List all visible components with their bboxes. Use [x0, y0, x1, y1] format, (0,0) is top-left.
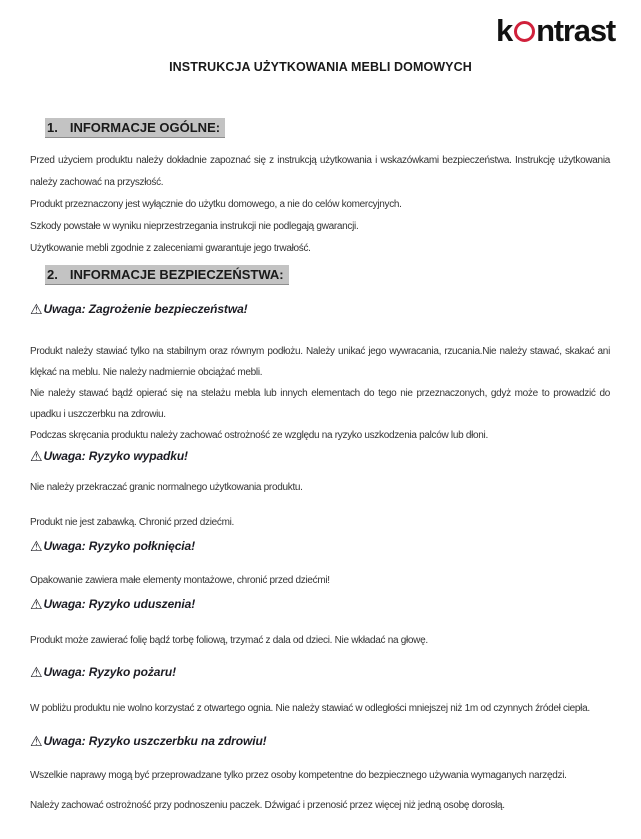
warning-title — [30, 594, 610, 615]
warning-title — [30, 446, 610, 467]
warning-block — [30, 662, 610, 719]
brand-logo — [496, 13, 615, 49]
paragraph: Produkt nie jest zabawką. Chronić przed dziećmi. — [30, 517, 235, 528]
warning-block — [30, 299, 610, 446]
section-2-heading-label: INFORMACJE BEZPIECZEŃSTWA: — [69, 267, 284, 282]
logo-o-ring-icon — [514, 21, 535, 42]
warning-block — [30, 594, 610, 651]
paragraph: Wszelkie naprawy mogą być przeprowadzane tylko przez osoby kompetentne do bezpiecznego używania wymaganych narzędzi. — [30, 770, 567, 781]
paragraph: Produkt może zawierać folię bądź torbę foliową, trzymać z dala od dzieci. Nie wkładać na głowę. — [30, 635, 428, 646]
warning-block — [30, 731, 610, 816]
paragraph: Produkt przeznaczony jest wyłącznie do użytku domowego, a nie do celów komercyjnych. — [30, 199, 402, 210]
paragraph: Należy zachować ostrożność przy podnoszeniu paczek. Dźwigać i przenosić przez więcej niż jedną osobę dorosłą. — [30, 800, 505, 811]
section-1-content — [30, 150, 610, 260]
logo-text-k: k — [496, 13, 513, 48]
warning-title-label: Uwaga: Ryzyko pożaru! — [43, 665, 177, 679]
document-title: INSTRUKCJA UŻYTKOWANIA MEBLI DOMOWYCH — [169, 60, 472, 74]
section-1-number: 1. — [47, 120, 58, 135]
section-1-heading — [45, 118, 610, 138]
warning-icon: ⚠ — [30, 734, 43, 750]
paragraph: W pobliżu produktu nie wolno korzystać z otwartego ognia. Nie należy stawiać w odległości mniejszej niż 1m od czynnych źródeł ciepła. — [30, 703, 590, 714]
warning-title — [30, 731, 610, 752]
paragraph: Opakowanie zawiera małe elementy montażowe, chronić przed dziećmi! — [30, 575, 330, 586]
section-1-heading-label: INFORMACJE OGÓLNE: — [69, 120, 221, 135]
warning-title-label: Uwaga: Zagrożenie bezpieczeństwa! — [43, 302, 248, 316]
warning-title-label: Uwaga: Ryzyko uszczerbku na zdrowiu! — [43, 734, 267, 748]
warning-icon: ⚠ — [30, 597, 43, 613]
logo-text-ntrast: ntrast — [536, 13, 615, 48]
section-2-number: 2. — [47, 267, 58, 282]
paragraph: Nie należy stawać bądź opierać się na stelażu mebla lub innych elementach do tego nie przeznaczonych, gdyż może to prowadzić do upadku i uszczerbku na zdrowiu. — [30, 388, 610, 420]
warning-icon: ⚠ — [30, 539, 43, 555]
warning-title — [30, 662, 610, 683]
paragraph: Nie należy przekraczać granic normalnego użytkowania produktu. — [30, 482, 303, 493]
paragraph: Przed użyciem produktu należy dokładnie zapoznać się z instrukcją użytkowania i wskazówkami bezpieczeństwa. Instrukcję użytkowania należy zachować na przyszłość. — [30, 155, 610, 188]
section-1-heading-shading — [45, 118, 225, 138]
warning-title-label: Uwaga: Ryzyko uduszenia! — [43, 597, 196, 611]
warning-icon: ⚠ — [30, 302, 43, 318]
section-2-heading — [45, 265, 610, 285]
warning-title-label: Uwaga: Ryzyko połknięcia! — [43, 539, 195, 553]
warning-title — [30, 299, 610, 320]
warning-icon: ⚠ — [30, 449, 43, 465]
section-2-heading-shading — [45, 265, 289, 285]
paragraph: Podczas skręcania produktu należy zachować ostrożność ze względu na ryzyko uszkodzenia palców lub dłoni. — [30, 430, 488, 441]
document-body — [30, 112, 610, 816]
warning-icon: ⚠ — [30, 665, 43, 681]
warning-title-label: Uwaga: Ryzyko wypadku! — [43, 449, 188, 463]
paragraph: Użytkowanie mebli zgodnie z zaleceniami gwarantuje jego trwałość. — [30, 243, 311, 254]
paragraph: Produkt należy stawiać tylko na stabilnym oraz równym podłożu. Należy unikać jego wywracania, rzucania.Nie należy stawać, skakać ani klękać na meblu. Nie należy nadmiernie obciążać mebli. — [30, 346, 610, 378]
warning-block — [30, 536, 610, 591]
paragraph: Szkody powstałe w wyniku nieprzestrzegania instrukcji nie podlegają gwarancji. — [30, 221, 359, 232]
warning-block — [30, 446, 610, 533]
warning-title — [30, 536, 610, 557]
